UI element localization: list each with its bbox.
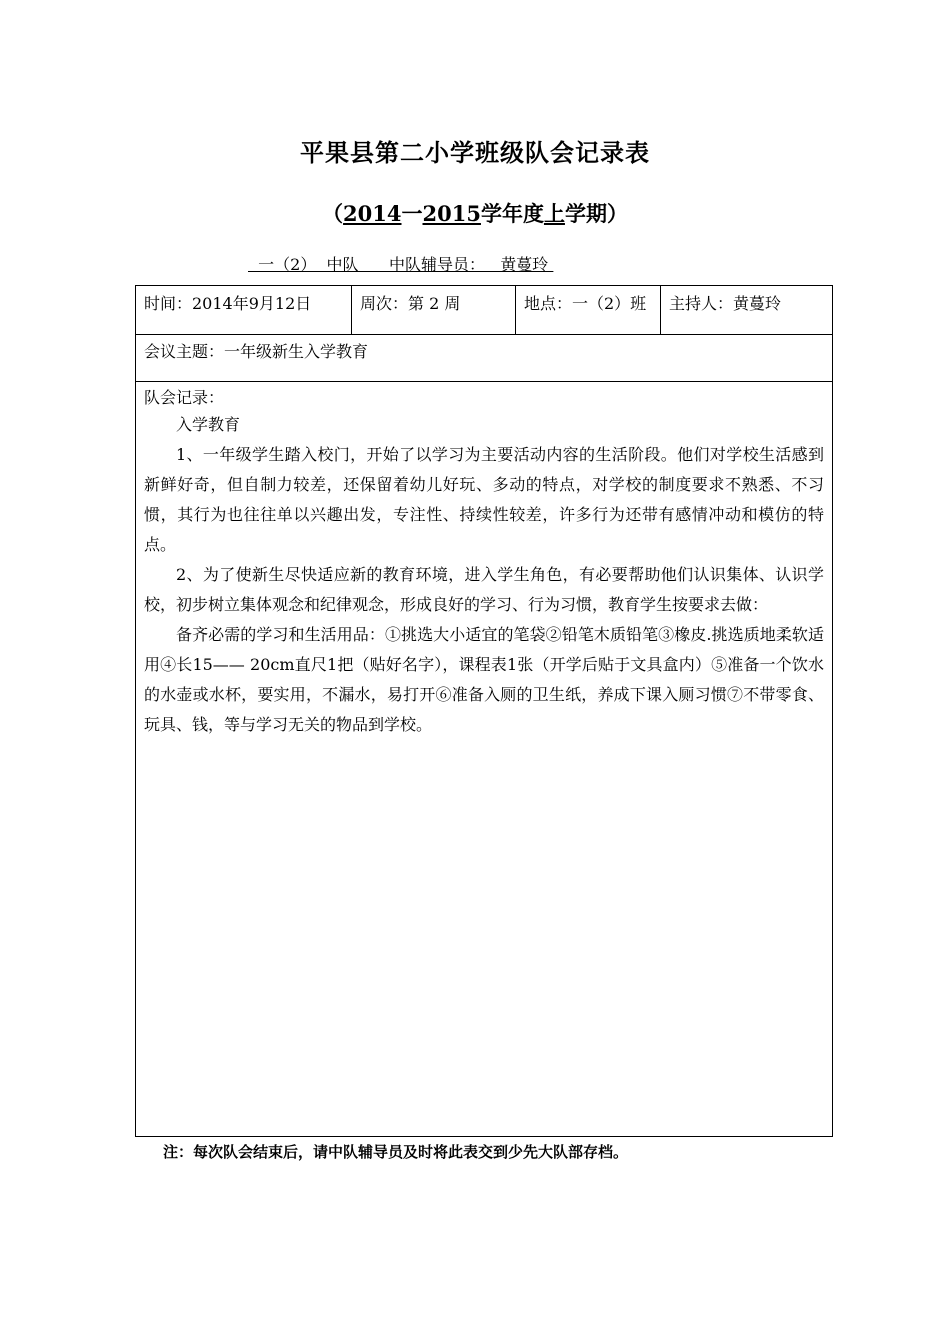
year-label: 学年度 (480, 201, 544, 226)
meeting-topic-cell: 会议主题：一年级新生入学教育 (136, 334, 832, 382)
footer-note: 注：每次队会结束后，请中队辅导员及时将此表交到少先大队部存档。 (163, 1143, 629, 1161)
week-cell: 周次：第 2 周 (352, 286, 516, 334)
place-cell: 地点：一（2）班 (516, 286, 661, 334)
meeting-record-form (135, 285, 833, 1137)
school-year-line (0, 198, 950, 228)
meeting-record-cell (136, 382, 832, 740)
year-dash: 一 (401, 201, 423, 226)
record-heading: 入学教育 (176, 415, 241, 434)
record-paragraph: 备齐必需的学习和生活用品：①挑选大小适宜的笔袋②铅笔木质铅笔③橡皮.挑选质地柔软适用④长15—— 20cm直尺1把（贴好名字），课程表1张（开学后贴于文具盒内）⑤准备一个饮水的水壶或水杯，要实用，不漏水，易打开⑥准备入厕的卫生纸，养成下课入厕习惯⑦不带零食、玩具、钱，等与学习无关的物品到学校。 (144, 625, 824, 734)
year-end: 2015 (422, 201, 481, 226)
record-paragraph: 2、为了使新生尽快适应新的教育环境，进入学生角色，有必要帮助他们认识集体、认识学校，初步树立集体观念和纪律观念，形成良好的学习、行为习惯，教育学生按要求去做： (144, 565, 824, 614)
record-label: 队会记录： (144, 388, 225, 407)
close-paren: ） (606, 201, 628, 226)
open-paren: （ (322, 201, 344, 226)
host-cell: 主持人：黄蔓玲 (669, 294, 782, 313)
record-paragraph: 1、一年级学生踏入校门，开始了以学习为主要活动内容的生活阶段。他们对学校生活感到新鲜好奇，但自制力较差，还保留着幼儿好玩、多动的特点，对学校的制度要求不熟悉、不习惯，其行为也往往单以兴趣出发，专注性、持续性较差，许多行为还带有感情冲动和模仿的特点。 (144, 445, 824, 554)
term-label: 学期 (564, 201, 607, 226)
meeting-info-row (136, 286, 832, 335)
squad-counselor-line: 一（2） 中队 中队辅导员： 黄蔓玲 (248, 255, 554, 274)
page-title: 平果县第二小学班级队会记录表 (300, 138, 650, 167)
term-value: 上 (543, 201, 565, 226)
year-start: 2014 (343, 201, 402, 226)
time-cell: 时间：2014年9月12日 (136, 286, 352, 334)
